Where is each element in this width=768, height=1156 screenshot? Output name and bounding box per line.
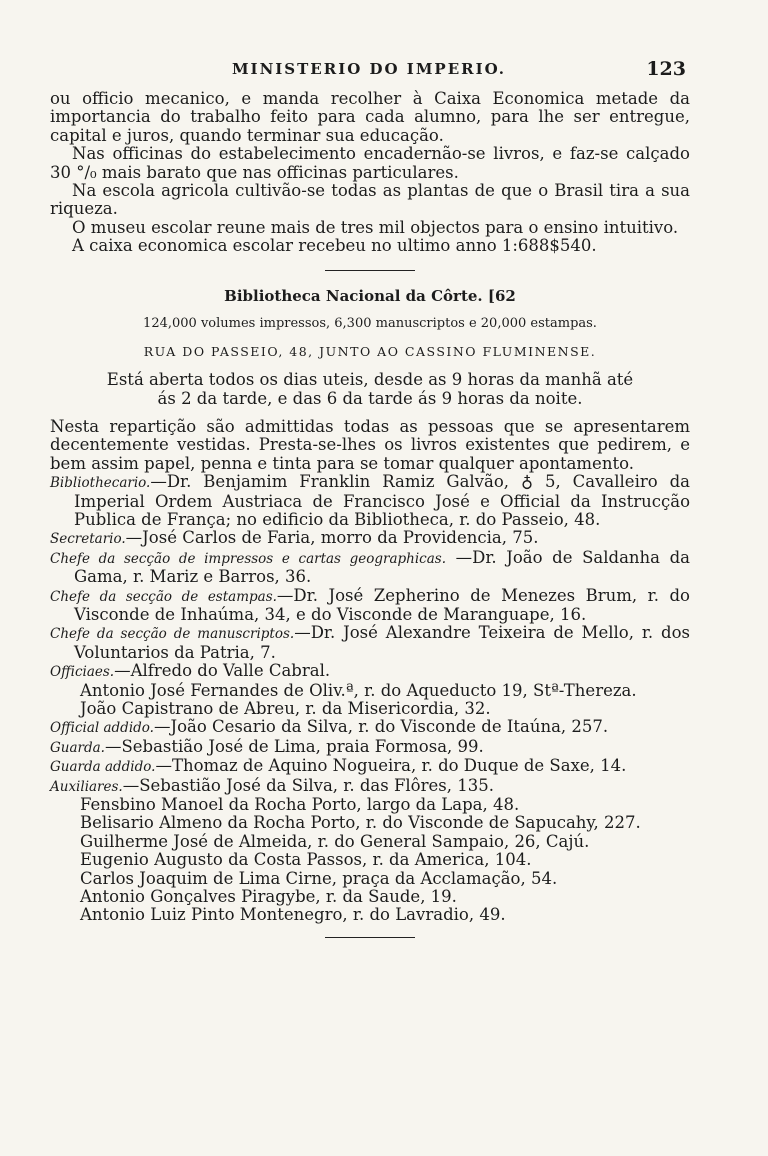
staff-text: —Dr. José Alexandre Teixeira de Mello, r. dos Voluntarios da Patria, 7.	[74, 623, 690, 662]
staff-role: Chefe da secção de impressos e cartas geographicas.	[50, 550, 446, 567]
staff-entry	[50, 624, 690, 662]
staff-entry	[50, 662, 690, 681]
staff-role: Guarda addido.	[50, 759, 156, 776]
staff-sub-entry: Guilherme José de Almeida, r. do General Sampaio, 26, Cajú.	[80, 831, 590, 851]
staff-entry	[50, 529, 690, 548]
staff-role: Chefe da secção de estampas.	[50, 588, 277, 605]
staff-text: —Sebastião José de Lima, praia Formosa, 99.	[104, 736, 484, 756]
staff-text: —Dr. João de Saldanha da Gama, r. Mariz e Barros, 36.	[74, 547, 690, 587]
staff-role: Officiaes.	[50, 664, 115, 681]
staff-entry	[50, 777, 690, 796]
page-body	[50, 90, 690, 954]
staff-sub-entry: Belisario Almeno da Rocha Porto, r. do Visconde de Sapucahy, 227.	[80, 813, 641, 833]
staff-sub-entry: Eugenio Augusto da Costa Passos, r. da America, 104.	[80, 850, 532, 870]
staff-entry	[50, 738, 690, 757]
staff-role: Chefe da secção de manuscriptos.	[50, 626, 295, 643]
staff-text: —Dr. Benjamim Franklin Ramiz Galvão, ♁ 5, Cavalleiro da Imperial Ordem Austriaca de Francisco José e Official da Instrucção Publica de França; no edificio da Bibliotheca, r. do Passeio, 48.	[74, 472, 690, 529]
staff-entry	[50, 549, 690, 587]
staff-sub-entry: Antonio Luiz Pinto Montenegro, r. do Lavradio, 49.	[80, 905, 506, 925]
staff-list	[50, 473, 690, 925]
page-header	[52, 60, 686, 86]
running-title: MINISTERIO DO IMPERIO.	[231, 60, 507, 78]
admission-paragraph: Nesta repartição são admittidas todas as pessoas que se apresentarem decentemente vestidas. Presta-se-lhes os livros existentes que pedirem, e bem assim papel, penna e tinta para se tomar qualquer apontamento.	[50, 416, 690, 473]
library-address: RUA DO PASSEIO, 48, JUNTO AO CASSINO FLUMINENSE.	[143, 344, 597, 360]
staff-text: —João Cesario da Silva, r. do Visconde de Itaúna, 257.	[153, 717, 609, 737]
opening-hours	[50, 370, 690, 408]
staff-role: Bibliothecario.	[50, 475, 151, 492]
staff-sub-entry: Fensbino Manoel da Rocha Porto, largo da Lapa, 48.	[80, 795, 520, 814]
section-divider	[325, 270, 415, 271]
intro-paragraph: O museu escolar reune mais de tres mil objectos para o ensino intuitivo.	[72, 217, 679, 237]
staff-sub-entry: Carlos Joaquim de Lima Cirne, praça da Acclamação, 54.	[80, 868, 558, 888]
intro-paragraph: A caixa economica escolar recebeu no ultimo anno 1:688$540.	[72, 236, 597, 256]
staff-entry	[50, 718, 690, 737]
staff-entry	[50, 587, 690, 625]
staff-text: —Dr. José Zepherino de Menezes Brum, r. do Visconde de Inhaúma, 34, e do Visconde de Maranguape, 16.	[74, 585, 690, 624]
staff-role: Guarda.	[50, 739, 105, 756]
intro-paragraph: Nas officinas do estabelecimento encadernão-se livros, e faz-se calçado 30 °/₀ mais barato que nas officinas particulares.	[50, 144, 690, 182]
section-divider	[325, 937, 415, 938]
intro-paragraph: ou officio mecanico, e manda recolher à Caixa Economica metade da importancia do trabalho feito para cada alumno, para lhe ser entregue, capital e juros, quando terminar sua educação.	[50, 89, 690, 145]
staff-text: —Thomaz de Aquino Nogueira, r. do Duque de Saxe, 14.	[155, 756, 627, 776]
library-stats: 124,000 volumes impressos, 6,300 manuscriptos e 20,000 estampas.	[143, 316, 597, 332]
hours-line: ás 2 da tarde, e das 6 da tarde ás 9 horas da noite.	[157, 388, 583, 408]
staff-entry	[50, 757, 690, 776]
staff-role: Official addido.	[50, 720, 154, 737]
staff-sub-entry: Antonio Gonçalves Piragybe, r. da Saude, 19.	[80, 887, 457, 907]
page-number: 123	[646, 58, 686, 80]
intro-paragraph: Na escola agricola cultivão-se todas as plantas de que o Brasil tira a sua riqueza.	[50, 181, 690, 219]
staff-role: Auxiliares.	[50, 778, 123, 795]
staff-sub-entry: João Capistrano de Abreu, r. da Misericordia, 32.	[80, 698, 491, 718]
staff-text: —Alfredo do Valle Cabral.	[114, 661, 331, 681]
staff-role: Secretario.	[50, 531, 126, 548]
staff-text: —José Carlos de Faria, morro da Providencia, 75.	[125, 528, 539, 548]
hours-line: Está aberta todos os dias uteis, desde as 9 horas da manhã até	[106, 369, 634, 389]
section-title: Bibliotheca Nacional da Côrte. [62	[224, 286, 516, 305]
staff-text: —Sebastião José da Silva, r. das Flôres, 135.	[122, 775, 494, 795]
staff-entry	[50, 473, 690, 529]
staff-sub-entry: Antonio José Fernandes de Oliv.ª, r. do Aqueducto 19, Stª-Thereza.	[80, 680, 637, 700]
